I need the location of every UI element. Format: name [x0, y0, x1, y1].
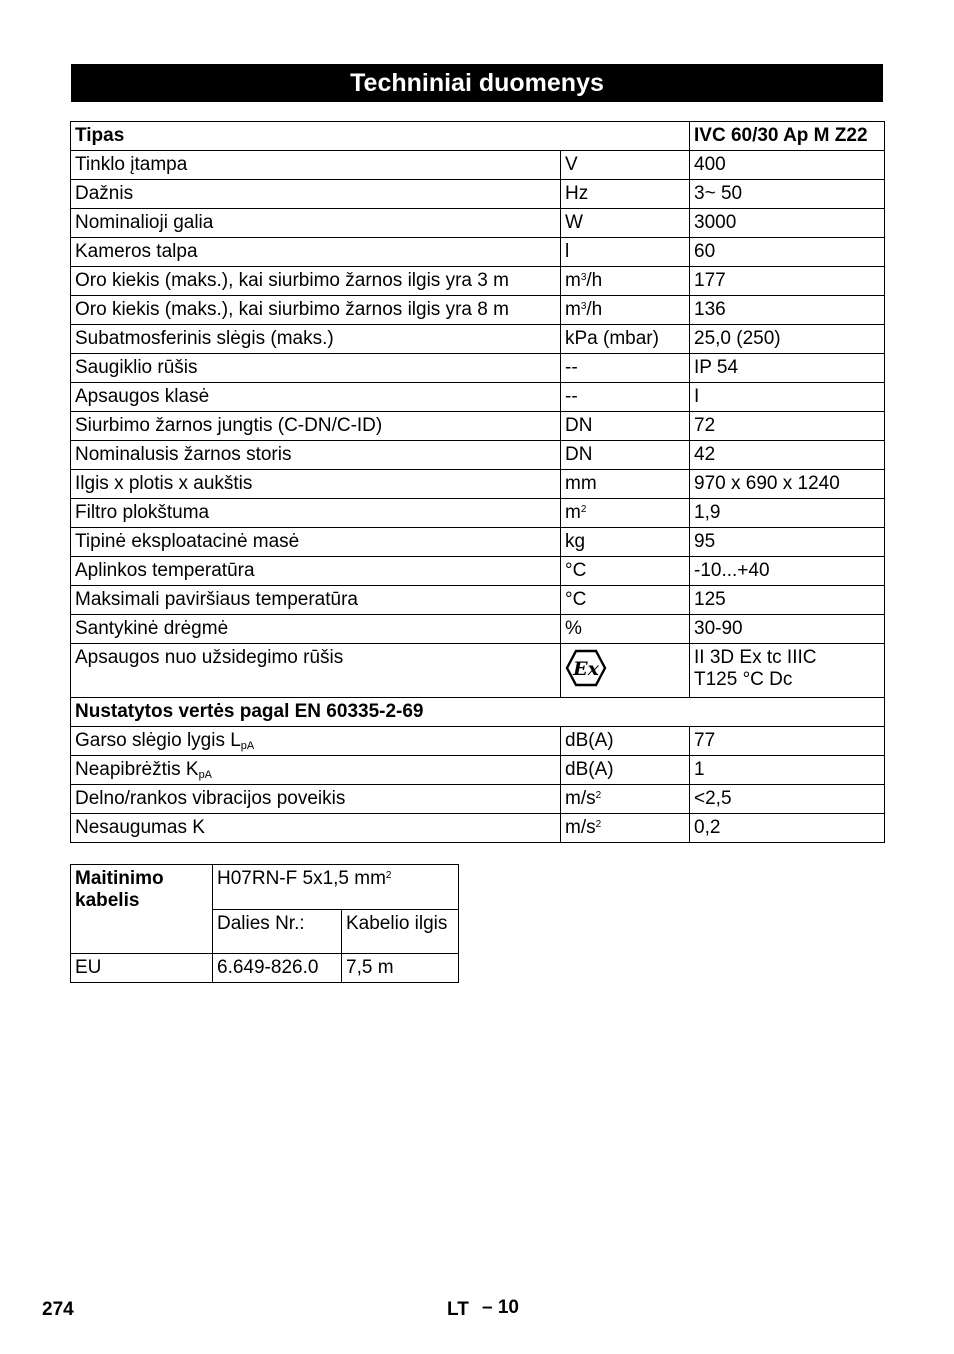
spec-unit: DN	[561, 441, 690, 470]
spec-value: 0,2	[690, 814, 885, 843]
spec-value: 60	[690, 238, 885, 267]
section2-title: Nustatytos vertės pagal EN 60335-2-69	[71, 698, 885, 727]
spec-label: Kameros talpa	[71, 238, 561, 267]
spec-label: Ilgis x plotis x aukštis	[71, 470, 561, 499]
spec-row	[71, 441, 885, 470]
type-label: Tipas	[71, 122, 690, 151]
spec-unit: Hz	[561, 180, 690, 209]
spec-row	[71, 412, 885, 441]
spec-row	[71, 557, 885, 586]
spec-value: 136	[690, 296, 885, 325]
spec-unit: $m^3/h$	[561, 296, 690, 325]
page-number: 274	[42, 1299, 74, 1320]
cable-length-header: Kabelio ilgis	[342, 909, 459, 954]
spec-value: <2,5	[690, 785, 885, 814]
spec-label: Filtro plokštuma	[71, 499, 561, 528]
cable-part-header: Dalies Nr.:	[213, 909, 342, 954]
spec-unit: $m^2$	[561, 499, 690, 528]
spec-unit: °C	[561, 557, 690, 586]
spec-header-row	[71, 122, 885, 151]
spec-unit: l	[561, 238, 690, 267]
spec-value: 25,0 (250)	[690, 325, 885, 354]
cable-row	[71, 954, 459, 983]
spec-row	[71, 296, 885, 325]
spec-label: Nominalusis žarnos storis	[71, 441, 561, 470]
spec-unit: dB(A)	[561, 727, 690, 756]
spec-label: Apsaugos klasė	[71, 383, 561, 412]
spec-row	[71, 383, 885, 412]
spec-value: 30-90	[690, 615, 885, 644]
spec-unit: mm	[561, 470, 690, 499]
spec-label: Nesaugumas K	[71, 814, 561, 843]
spec-label: Tipinė eksploatacinė masė	[71, 528, 561, 557]
spec-unit: DN	[561, 412, 690, 441]
spec-row	[71, 586, 885, 615]
spec-label: Subatmosferinis slėgis (maks.)	[71, 325, 561, 354]
spec-value: 125	[690, 586, 885, 615]
spec-unit: $m^3/h$	[561, 267, 690, 296]
spec-value: 77	[690, 727, 885, 756]
spec-row	[71, 615, 885, 644]
ex-atex-icon	[565, 649, 607, 687]
model-name: IVC 60/30 Ap M Z22	[690, 122, 885, 151]
spec-value: 3~ 50	[690, 180, 885, 209]
spec-value: IP 54	[690, 354, 885, 383]
spec-value: 177	[690, 267, 885, 296]
spec-value: 970 x 690 x 1240	[690, 470, 885, 499]
spec-unit: W	[561, 209, 690, 238]
spec-unit: $m/s^2$	[561, 785, 690, 814]
spec-row	[71, 756, 885, 785]
spec-label: Maksimali paviršiaus temperatūra	[71, 586, 561, 615]
spec-row	[71, 209, 885, 238]
spec-label: Dažnis	[71, 180, 561, 209]
cable-length: 7,5 m	[342, 954, 459, 983]
cable-header-row	[71, 865, 459, 910]
spec-unit: %	[561, 615, 690, 644]
spec-unit: kPa (mbar)	[561, 325, 690, 354]
cable-type: H07RN-F 5x1,5 $mm^2$	[213, 865, 459, 910]
spec-unit: kg	[561, 528, 690, 557]
spec-value: 400	[690, 151, 885, 180]
cable-region: EU	[71, 954, 213, 983]
spec-row	[71, 499, 885, 528]
cable-table	[70, 864, 459, 983]
spec-row	[71, 814, 885, 843]
spec-label: Oro kiekis (maks.), kai siurbimo žarnos ilgis yra 8 m	[71, 296, 561, 325]
spec-label: Neapibrėžtis $K_{pA}$	[71, 756, 561, 785]
spec-row	[71, 727, 885, 756]
spec-label: Delno/rankos vibracijos poveikis	[71, 785, 561, 814]
spec-label: Saugiklio rūšis	[71, 354, 561, 383]
spec-value: II 3D Ex tc IIIC T125 °C Dc	[690, 644, 885, 698]
spec-row	[71, 470, 885, 499]
spec-unit: --	[561, 383, 690, 412]
spec-row	[71, 785, 885, 814]
spec-value: 1	[690, 756, 885, 785]
spec-label: Oro kiekis (maks.), kai siurbimo žarnos ilgis yra 3 m	[71, 267, 561, 296]
spec-row	[71, 151, 885, 180]
spec-label: Nominalioji galia	[71, 209, 561, 238]
spec-label: Aplinkos temperatūra	[71, 557, 561, 586]
cable-part-number: 6.649-826.0	[213, 954, 342, 983]
spec-row	[71, 354, 885, 383]
spec-unit: --	[561, 354, 690, 383]
spec-unit: °C	[561, 586, 690, 615]
spec-label: Santykinė drėgmė	[71, 615, 561, 644]
spec-table	[70, 121, 885, 843]
spec-label: Apsaugos nuo užsidegimo rūšis	[71, 644, 561, 698]
spec-row-ex	[71, 644, 885, 698]
spec-row	[71, 180, 885, 209]
spec-row	[71, 267, 885, 296]
spec-unit: V	[561, 151, 690, 180]
spec-value: 1,9	[690, 499, 885, 528]
spec-label: Garso slėgio lygis $L_{pA}$	[71, 727, 561, 756]
spec-label: Tinklo įtampa	[71, 151, 561, 180]
spec-value: 72	[690, 412, 885, 441]
section2-row	[71, 698, 885, 727]
spec-value: 3000	[690, 209, 885, 238]
page-title: Techniniai duomenys	[71, 64, 883, 102]
language-code: LT	[447, 1299, 469, 1320]
spec-label: Siurbimo žarnos jungtis (C-DN/C-ID)	[71, 412, 561, 441]
section-page-number: – 10	[482, 1297, 519, 1318]
spec-value: I	[690, 383, 885, 412]
spec-unit	[561, 644, 690, 698]
spec-row	[71, 325, 885, 354]
spec-unit: $m/s^2$	[561, 814, 690, 843]
spec-value: -10...+40	[690, 557, 885, 586]
svg-text:Ex: Ex	[573, 657, 599, 680]
spec-row	[71, 238, 885, 267]
spec-row	[71, 528, 885, 557]
spec-unit: dB(A)	[561, 756, 690, 785]
spec-value: 42	[690, 441, 885, 470]
cable-header: Maitinimo kabelis	[71, 865, 213, 954]
spec-value: 95	[690, 528, 885, 557]
